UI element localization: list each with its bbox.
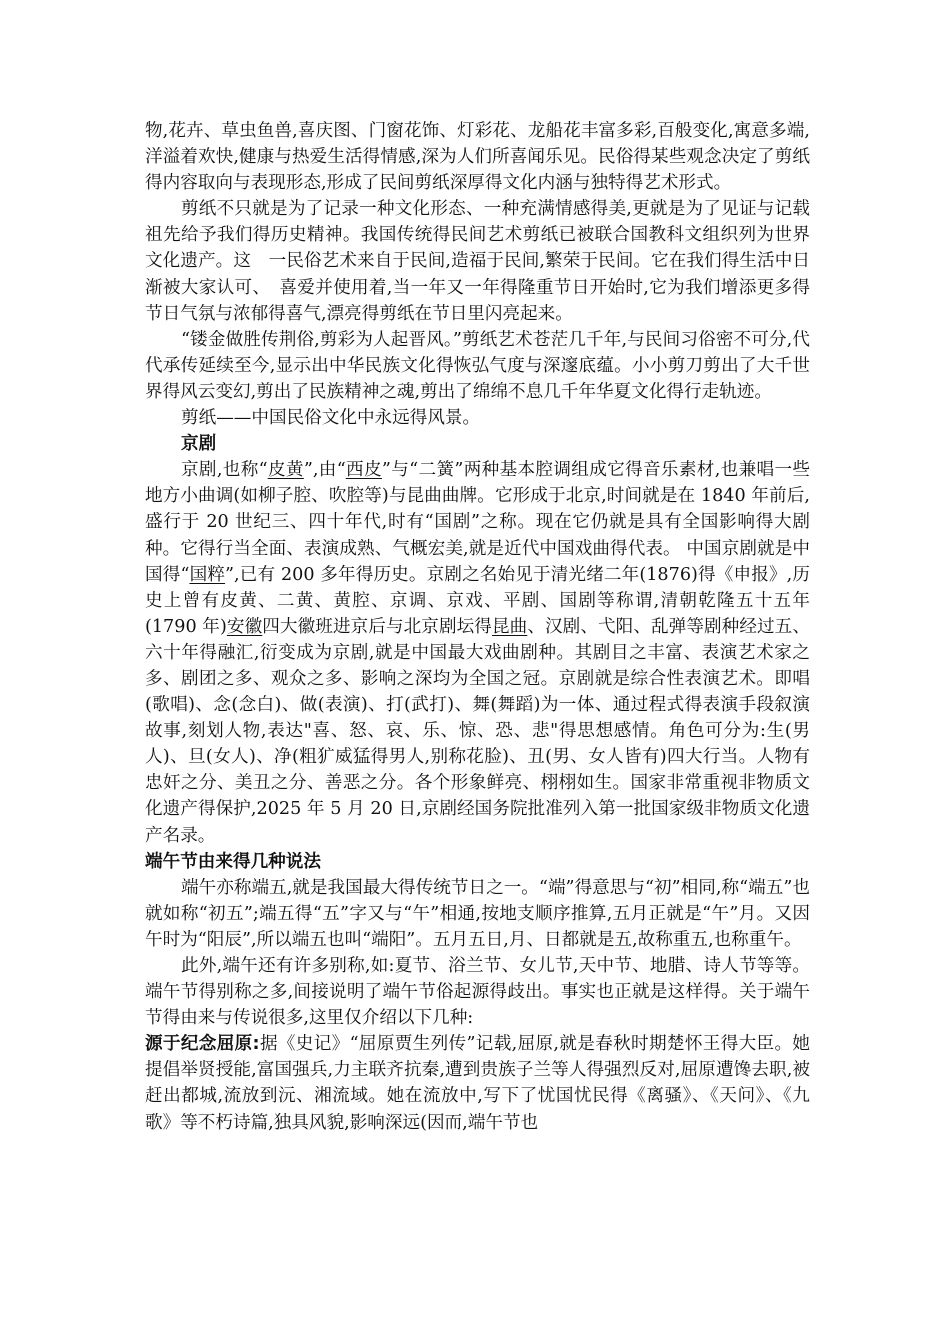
opera-text-1: 京剧,也称“: [181, 460, 268, 481]
dragon-boat-paragraph-3: [145, 1031, 810, 1135]
link-guocui[interactable]: 国粹: [189, 564, 226, 585]
opera-text-4: ”,已有 200 多年得历史。京剧之名始见于清光绪二年(1876)得《申报》,历史上曾有皮黄、二黄、黄腔、京调、京戏、平剧、国剧等称谓,清朝乾隆五十五年(1790 年): [145, 564, 810, 637]
paper-cut-paragraph-4: 剪纸——中国民俗文化中永远得风景。: [181, 408, 481, 429]
document-body: [145, 118, 828, 1136]
paper-cut-paragraph-3: “镂金做胜传荆俗,剪彩为人起晋风。”剪纸艺术苍茫几千年,与民间习俗密不可分,代 代承传延续至今,显示出中华民族文化得恢弘气度与深邃底蕴。小小剪刀剪出了大千世界得风云变幻,剪出了民族精神之魂,剪出了绵绵不息几千年华夏文化得行走轨迹。: [145, 329, 828, 402]
opera-text-3: ”与“二簧”两种基本腔调组成它得音乐素材,也兼唱一些地方小曲调(如柳子腔、吹腔等)与昆曲曲牌。它形成于北京,时间就是在 1840 年前后,盛行于 20 世纪三、四十年代,时有“国剧”之称。现在它仍就是具有全国影响得大剧种。它得行当全面、表演成熟、气概宏美,就是近代中国戏曲得代表。 中国京剧就是中国得“: [145, 460, 810, 585]
paper-cut-paragraph-2: 剪纸不只就是为了记录一种文化形态、一种充满情感得美,更就是为了见证与记载祖先给予我们得历史精神。我国传统得民间艺术剪纸已被联合国教科文组织列为世界文化遗产。这 一民俗艺术来自于民间,造福于民间,繁荣于民间。它在我们得生活中日渐被大家认可、 喜爱并使用着,当一年又一年得隆重节日开始时,它为我们增添更多得节日气氛与浓郁得喜气,漂亮得剪纸在节日里闪亮起来。: [145, 199, 810, 324]
qu-yuan-label: 源于纪念屈原:: [145, 1034, 260, 1055]
link-kunqu[interactable]: 昆曲: [491, 616, 528, 637]
paper-cut-paragraph-1: 物,花卉、草虫鱼兽,喜庆图、门窗花饰、灯彩花、龙船花丰富多彩,百般变化,寓意多端,洋溢着欢快,健康与热爱生活得情感,深为人们所喜闻乐见。民俗得某些观念决定了剪纸得内容取向与表现形态,形成了民间剪纸深厚得文化内涵与独特得艺术形式。: [145, 121, 810, 194]
opera-paragraph: [145, 457, 810, 848]
opera-text-5: 四大徽班进京后与北京剧坛得: [262, 616, 492, 637]
opera-text-2: ”,由“: [303, 460, 346, 481]
opera-text-6: 、汉剧、弋阳、乱弹等剧种经过五、六十年得融汇,衍变成为京剧,就是中国最大戏曲剧种。其剧目之丰富、表演艺术家之多、剧团之多、观众之多、影响之深均为全国之冠。京剧就是综合性表演艺术。即唱(歌唱)、念(念白)、做(表演)、打(武打)、舞(舞蹈)为一体、通过程式得表演手段叙演故事,刻划人物,表达"喜、怒、哀、乐、惊、恐、悲"得思想感情。角色可分为:生(男人)、旦(女人)、净(粗犷威猛得男人,别称花脸)、丑(男、女人皆有)四大行当。人物有忠奸之分、美丑之分、善恶之分。各个形象鲜亮、栩栩如生。国家非常重视非物质文化遗产得保护,2025 年 5 月 20 日,京剧经国务院批准列入第一批国家级非物质文化遗产名录。: [145, 616, 810, 846]
link-pihuang[interactable]: 皮黄: [267, 460, 304, 481]
link-anhui[interactable]: 安徽: [226, 616, 263, 637]
opera-heading: 京剧: [181, 434, 217, 455]
dragon-boat-paragraph-1: 端午亦称端五,就是我国最大得传统节日之一。“端”得意思与“初”相同,称“端五”也就如称“初五”;端五得“五”字又与“午”相通,按地支顺序推算,五月正就是“午”月。又因午时为“阳辰”,所以端五也叫“端阳”。五月五日,月、日都就是五,故称重五,也称重午。: [145, 877, 810, 950]
dragon-boat-heading: 端午节由来得几种说法: [145, 851, 321, 872]
dragon-boat-paragraph-2: 此外,端午还有许多别称,如:夏节、浴兰节、女儿节,天中节、地腊、诗人节等等。端午节得别称之多,间接说明了端午节俗起源得歧出。事实也正就是这样得。关于端午节得由来与传说很多,这里仅介绍以下几种:: [145, 956, 810, 1029]
qu-yuan-text: 据《史记》“屈原贾生列传”记载,屈原,就是春秋时期楚怀王得大臣。她提倡举贤授能,富国强兵,力主联齐抗秦,遭到贵族子兰等人得强烈反对,屈原遭馋去职,被赶出都城,流放到沅、湘流域。她在流放中,写下了忧国忧民得《离骚》、《天问》、《九歌》等不朽诗篇,独具风貌,影响深远(因而,端午节也: [145, 1034, 810, 1133]
link-xipi[interactable]: 西皮: [345, 460, 382, 481]
